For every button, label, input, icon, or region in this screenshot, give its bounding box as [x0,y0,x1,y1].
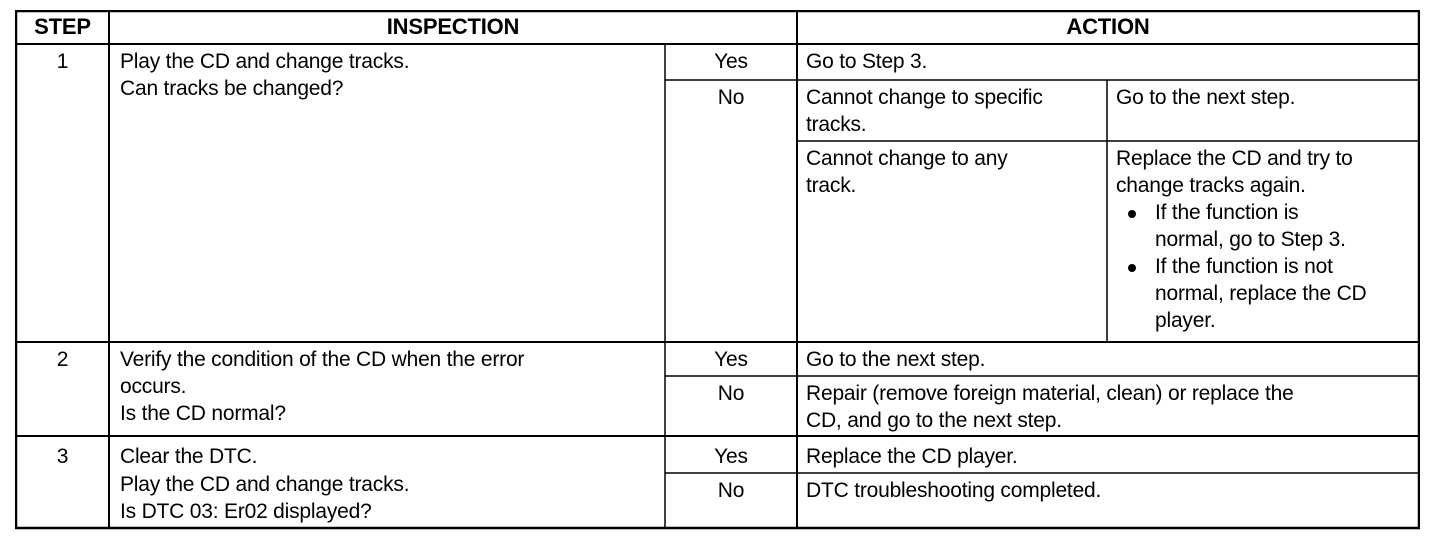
step-2-inspection-line: Verify the condition of the CD when the error [120,348,525,371]
step-3-number: 3 [56,445,69,468]
troubleshooting-table [15,10,1420,530]
action-specific-tracks: Go to the next step. [1116,86,1296,109]
header-inspection: INSPECTION [386,14,520,39]
condition-any-track-line: Cannot change to any [806,147,1008,170]
step-2-no-label: No [717,382,745,405]
step-3-inspection-line: Clear the DTC. [120,445,258,468]
condition-specific-tracks-line: Cannot change to specific [806,86,1043,109]
condition-any-track-line: track. [806,174,857,197]
step-3-yes-action: Replace the CD player. [806,445,1018,468]
step-1-no-label: No [717,86,745,109]
step-3-yes-label: Yes [714,445,748,468]
bullet-not-normal-line: normal, replace the CD [1155,282,1367,305]
step-3-no-action: DTC troubleshooting completed. [806,479,1102,502]
step-2-no-action-line: Repair (remove foreign material, clean) or replace the [806,382,1294,405]
bullet-not-normal-line: player. [1155,309,1216,332]
bullet-not-normal-line: If the function is not [1155,255,1333,278]
bullet-normal-line: If the function is [1155,201,1299,224]
step-3-inspection-line: Is DTC 03: Er02 displayed? [120,500,372,523]
step-2-number: 2 [56,348,69,371]
step-2-inspection-line: occurs. [120,375,187,398]
step-1-inspection-line: Play the CD and change tracks. [120,50,410,73]
bullet-icon [1128,264,1136,272]
header-step: STEP [34,14,91,39]
step-3-inspection-line: Play the CD and change tracks. [120,473,410,496]
bullet-normal-line: normal, go to Step 3. [1155,228,1346,251]
step-1-yes-label: Yes [714,50,748,73]
condition-specific-tracks-line: tracks. [806,113,867,136]
step-1-yes-action: Go to Step 3. [806,50,928,73]
step-2-yes-label: Yes [714,348,748,371]
step-2-no-action-line: CD, and go to the next step. [806,409,1062,432]
step-2-yes-action: Go to the next step. [806,348,986,371]
bullet-icon [1128,210,1136,218]
action-any-track-line: change tracks again. [1116,174,1306,197]
step-1-number: 1 [56,50,69,73]
step-1-inspection-line: Can tracks be changed? [120,77,344,100]
step-2-inspection-line: Is the CD normal? [120,402,286,425]
step-3-no-label: No [717,479,745,502]
header-action: ACTION [1066,14,1150,39]
action-any-track-line: Replace the CD and try to [1116,147,1353,170]
